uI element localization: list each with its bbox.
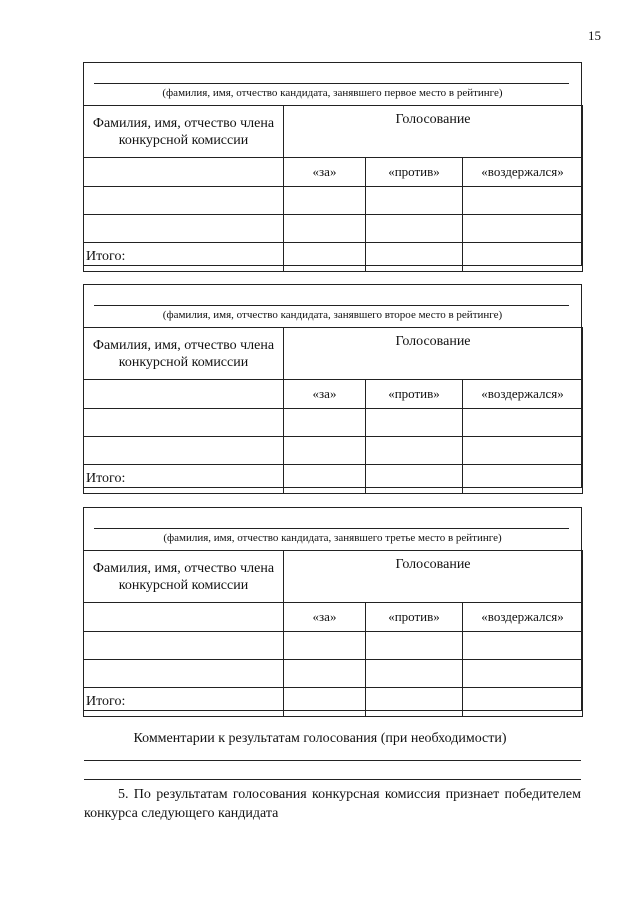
total-row	[84, 688, 583, 717]
column-header-against: «против»	[366, 158, 463, 187]
candidate-caption: (фамилия, имя, отчество кандидата, занявшего третье место в рейтинге)	[163, 532, 502, 544]
vote-for-cell[interactable]	[284, 660, 366, 688]
column-header-abstained: «воздержался»	[463, 158, 583, 187]
vote-for-cell[interactable]	[284, 437, 366, 465]
member-name-cell[interactable]	[84, 215, 284, 243]
table-row	[84, 187, 583, 215]
vote-abstained-cell[interactable]	[463, 437, 583, 465]
total-for-cell[interactable]	[284, 243, 366, 272]
vote-abstained-cell[interactable]	[463, 409, 583, 437]
column-header-abstained: «воздержался»	[463, 603, 583, 632]
total-for-cell[interactable]	[284, 465, 366, 494]
voting-table	[83, 327, 583, 494]
member-name-header: Фамилия, имя, отчество члена конкурсной комиссии	[84, 551, 284, 603]
total-abstained-cell[interactable]	[463, 465, 583, 494]
member-name-cell[interactable]	[84, 632, 284, 660]
second-place-voting-block	[83, 284, 582, 488]
page-number: 15	[588, 28, 601, 43]
vote-against-cell[interactable]	[366, 409, 463, 437]
vote-for-cell[interactable]	[284, 409, 366, 437]
member-name-header: Фамилия, имя, отчество члена конкурсной комиссии	[84, 106, 284, 158]
vote-abstained-cell[interactable]	[463, 660, 583, 688]
total-abstained-cell[interactable]	[463, 243, 583, 272]
voting-header: Голосование	[284, 106, 583, 158]
vote-against-cell[interactable]	[366, 187, 463, 215]
member-name-cell[interactable]	[84, 409, 284, 437]
winner-paragraph: 5. По результатам голосования конкурсная комиссия признает победителем конкурса следующего кандидата	[84, 787, 581, 821]
voting-header: Голосование	[284, 551, 583, 603]
total-label: Итого:	[84, 243, 284, 272]
vote-for-cell[interactable]	[284, 632, 366, 660]
candidate-caption: (фамилия, имя, отчество кандидата, занявшего первое место в рейтинге)	[162, 87, 503, 99]
vote-against-cell[interactable]	[366, 660, 463, 688]
total-against-cell[interactable]	[366, 688, 463, 717]
member-name-cell[interactable]	[84, 158, 284, 187]
member-name-cell[interactable]	[84, 187, 284, 215]
voting-header: Голосование	[284, 328, 583, 380]
member-name-cell[interactable]	[84, 437, 284, 465]
total-row	[84, 465, 583, 494]
voting-table	[83, 105, 583, 272]
column-header-for: «за»	[284, 603, 366, 632]
column-header-for: «за»	[284, 380, 366, 409]
table-row	[84, 437, 583, 465]
candidate-caption: (фамилия, имя, отчество кандидата, занявшего второе место в рейтинге)	[162, 309, 503, 321]
total-abstained-cell[interactable]	[463, 688, 583, 717]
total-row	[84, 243, 583, 272]
comments-title: Комментарии к результатам голосования (при необходимости)	[133, 731, 507, 746]
table-row	[84, 409, 583, 437]
comment-line[interactable]	[84, 760, 581, 761]
column-header-for: «за»	[284, 158, 366, 187]
candidate-name-line[interactable]	[94, 305, 569, 306]
column-header-against: «против»	[366, 603, 463, 632]
table-row	[84, 660, 583, 688]
vote-against-cell[interactable]	[366, 437, 463, 465]
table-row	[84, 632, 583, 660]
member-name-cell[interactable]	[84, 603, 284, 632]
member-name-cell[interactable]	[84, 660, 284, 688]
vote-for-cell[interactable]	[284, 187, 366, 215]
total-against-cell[interactable]	[366, 465, 463, 494]
vote-abstained-cell[interactable]	[463, 632, 583, 660]
candidate-name-line[interactable]	[94, 83, 569, 84]
candidate-name-line[interactable]	[94, 528, 569, 529]
column-header-against: «против»	[366, 380, 463, 409]
vote-abstained-cell[interactable]	[463, 187, 583, 215]
vote-abstained-cell[interactable]	[463, 215, 583, 243]
vote-against-cell[interactable]	[366, 632, 463, 660]
comment-line[interactable]	[84, 779, 581, 780]
column-header-abstained: «воздержался»	[463, 380, 583, 409]
third-place-voting-block	[83, 507, 582, 711]
first-place-voting-block	[83, 62, 582, 266]
total-label: Итого:	[84, 688, 284, 717]
member-name-cell[interactable]	[84, 380, 284, 409]
table-row	[84, 215, 583, 243]
vote-against-cell[interactable]	[366, 215, 463, 243]
total-against-cell[interactable]	[366, 243, 463, 272]
voting-table	[83, 550, 583, 717]
member-name-header: Фамилия, имя, отчество члена конкурсной комиссии	[84, 328, 284, 380]
total-label: Итого:	[84, 465, 284, 494]
total-for-cell[interactable]	[284, 688, 366, 717]
vote-for-cell[interactable]	[284, 215, 366, 243]
